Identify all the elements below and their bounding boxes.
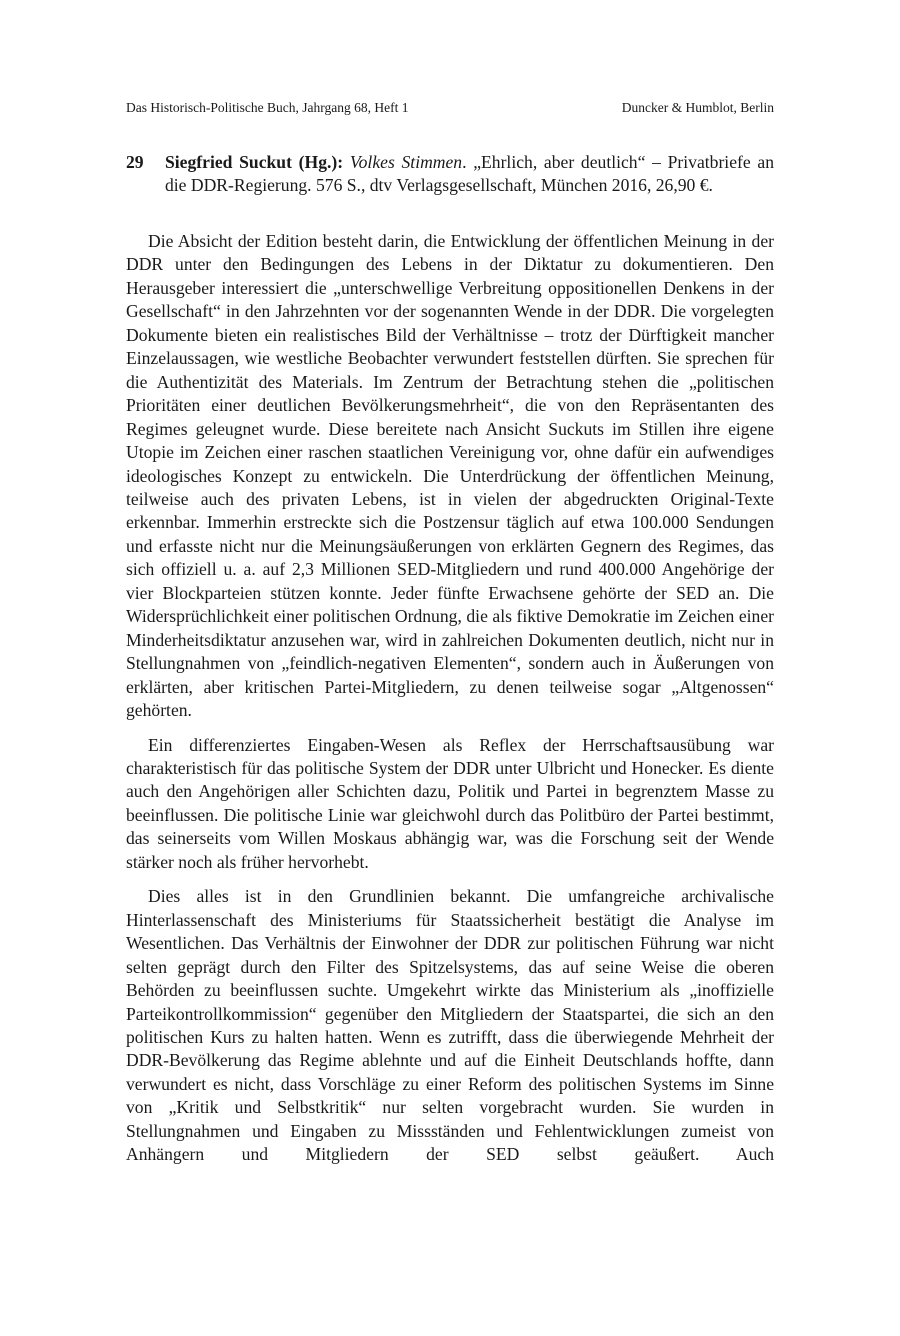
running-header xyxy=(126,100,774,116)
book-details: . „Ehrlich, aber deutlich“ – Privatbriefe an die DDR-Regierung. 576 S., dtv Verlagsgesellschaft, München 2016, 26,90 €. xyxy=(165,152,774,195)
entry-number: 29 xyxy=(126,152,144,172)
publisher-name: Duncker & Humblot, Berlin xyxy=(621,100,774,115)
entry-author: Siegfried Suckut (Hg.): xyxy=(165,152,344,172)
paragraph: Die Absicht der Edition besteht darin, die Entwicklung der öffentlichen Meinung in der DDR unter den Bedingungen des Lebens in der Diktatur zu dokumentieren. Den Herausgeber interessiert die „unterschwellige Verbreitung oppositionellen Denkens in der Gesellschaft“ in den Jahrzehnten vor der sogenannten Wende in der DDR. Die vorgelegten Dokumente bieten ein realistisches Bild der Verhältnisse – trotz der Dürftigkeit mancher Einzelaussagen, wie westliche Beobachter verwundert feststellen dürften. Sie sprechen für die Authentizität des Materials. Im Zentrum der Betrachtung stehen die „politischen Prioritäten einer deutlichen Bevölkerungsmehrheit“, die von den Repräsentanten des Regimes geleugnet wurde. Diese bereitete nach Ansicht Suckuts im Stillen ihre eigene Utopie im Zeichen einer raschen staatlichen Vereinigung vor, ohne dafür ein aufwendiges ideologisches Konzept zu entwickeln. Die Unterdrückung der öffentlichen Meinung, teilweise auch des privaten Lebens, ist in vielen der abgedruckten Original-Texte erkennbar. Immerhin erstreckte sich die Postzensur täglich auf etwa 100.000 Sendungen und erfasste nicht nur die Meinungsäußerungen von erklärten Gegnern des Regimes, das sich offiziell u. a. auf 2,3 Millionen SED-Mitgliedern und rund 400.000 Angehörige der vier Blockparteien stützen konnte. Jeder fünfte Erwachsene gehörte der SED an. Die Widersprüchlichkeit einer politischen Ordnung, die als fiktive Demokratie im Zeichen einer Minderheitsdiktatur anzusehen war, wird in zahlreichen Dokumenten deutlich, nicht nur in Stellungnahmen von „feindlich-negativen Elementen“, sondern auch in Äußerungen von erklärten, aber kritischen Partei-Mitgliedern, zu denen teilweise sogar „Altgenossen“ gehörten. xyxy=(126,231,774,721)
paragraph: Ein differenziertes Eingaben-Wesen als Reflex der Herrschaftsausübung war charakteristisch für das politische System der DDR unter Ulbricht und Honecker. Es diente auch den Angehörigen aller Schichten dazu, Politik und Partei in begrenztem Masse zu beeinflussen. Die politische Linie war gleichwohl durch das Politbüro der Partei bestimmt, das seinerseits vom Willen Moskaus abhängig war, was die Forschung seit der Wende stärker noch als früher hervorhebt. xyxy=(126,734,774,872)
bibliographic-reference xyxy=(165,151,774,197)
review-entry xyxy=(126,151,774,197)
journal-title: Das Historisch-Politische Buch, Jahrgang 68, Heft 1 xyxy=(126,100,409,115)
book-title: Volkes Stimmen xyxy=(349,152,463,172)
review-body xyxy=(126,230,774,1167)
paragraph: Dies alles ist in den Grundlinien bekannt. Die umfangreiche archivalische Hinterlassenschaft des Ministeriums für Staatssicherheit bestätigt die Analyse im Wesentlichen. Das Verhältnis der Einwohner der DDR zur politischen Führung war nicht selten geprägt durch den Filter des Spitzelsystems, das auf seine Weise die oberen Behörden zu beeinflussen suchte. Umgekehrt wirkte das Ministerium als „inoffizielle Parteikontrollkommission“ gegenüber den Mitgliedern der Staatspartei, die sich an den politischen Kurs zu halten hatten. Wenn es zutrifft, dass die überwiegende Mehrheit der DDR-Bevölkerung das Regime ablehnte und auf die Einheit Deutschlands hoffte, dann verwundert es nicht, dass Vorschläge zu einer Reform des politischen Systems im Sinne von „Kritik und Selbstkritik“ nur selten vorgebracht wurden. Sie wurden in Stellungnahmen und Eingaben zu Missständen und Fehlentwicklungen zumeist von Anhängern und Mitgliedern der SED selbst geäußert. Auch xyxy=(126,886,774,1165)
